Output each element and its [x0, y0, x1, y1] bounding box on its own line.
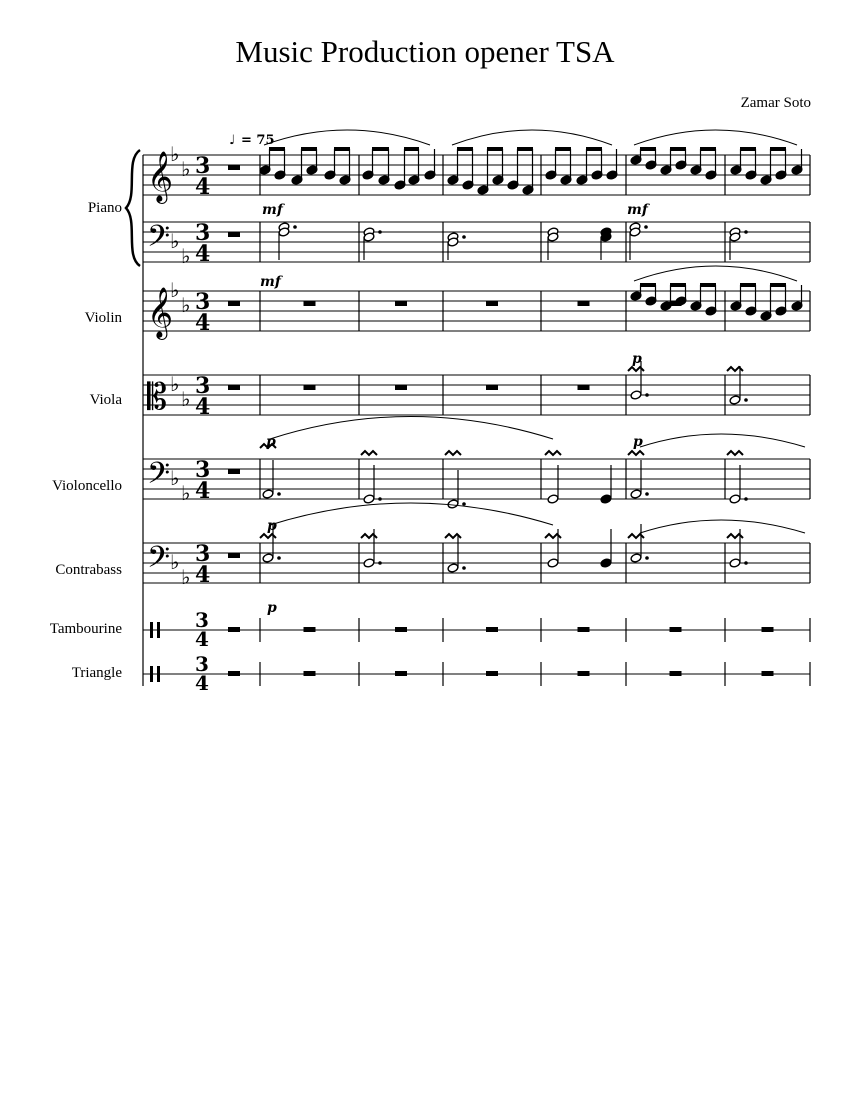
dynamic-cello-p: p [266, 434, 276, 450]
flat-icon: ♭ [181, 565, 191, 589]
half-note-head [262, 489, 274, 499]
instrument-label-triangle: Triangle [71, 665, 122, 681]
tempo-value: = 75 [241, 133, 275, 148]
flat-icon: ♭ [170, 278, 180, 302]
flat-icon: ♭ [181, 387, 191, 411]
half-note-head [363, 494, 375, 504]
instrument-label-tambourine: Tambourine [49, 621, 122, 637]
note-head [600, 558, 612, 568]
flat-icon: ♭ [181, 293, 191, 317]
note-beam [372, 147, 389, 151]
whole-rest [395, 627, 407, 632]
time-signature-numerator: 3 [195, 541, 211, 567]
note-beam [700, 283, 716, 287]
note-beam [740, 147, 756, 151]
whole-rest [228, 627, 240, 632]
note-beam [770, 147, 786, 151]
dot [744, 398, 748, 402]
composer-name: Zamar Soto [740, 95, 811, 111]
dot [744, 230, 748, 234]
slur [634, 130, 797, 145]
whole-rest [762, 671, 774, 676]
flat-icon: ♭ [170, 466, 180, 490]
time-signature-numerator: 3 [195, 289, 211, 315]
time-signature-denominator: 4 [195, 394, 211, 420]
percussion-clef-icon [157, 622, 160, 638]
dot [462, 235, 466, 239]
note-beam [770, 283, 786, 287]
half-note-head [630, 390, 642, 400]
half-note-head [729, 558, 741, 568]
mordent-icon [727, 451, 743, 455]
note-beam [457, 147, 473, 151]
dot [277, 492, 281, 496]
note-beam [700, 147, 716, 151]
note-beam [586, 147, 602, 151]
half-note-head [447, 563, 459, 573]
half-note-head [547, 558, 559, 568]
whole-rest [395, 385, 407, 390]
time-signature-numerator: 3 [195, 220, 211, 246]
time-signature-numerator: 3 [195, 373, 211, 399]
bass-clef-icon: 𝄢 [147, 220, 171, 261]
whole-rest [670, 301, 682, 306]
whole-rest [395, 301, 407, 306]
whole-rest [228, 301, 240, 306]
mordent-icon [361, 451, 377, 455]
dot [277, 556, 281, 560]
dot [644, 225, 648, 229]
score-title: Music Production opener TSA [235, 34, 615, 69]
slur [270, 503, 553, 525]
half-note-head [630, 553, 642, 563]
clefs [147, 142, 210, 695]
whole-rest [304, 385, 316, 390]
flat-icon: ♭ [170, 550, 180, 574]
time-signature-numerator: 3 [195, 608, 209, 632]
dot [744, 561, 748, 565]
time-signature-numerator: 3 [195, 153, 211, 179]
percussion-clef-icon [150, 666, 153, 682]
slur [270, 417, 553, 440]
piano-brace [126, 150, 140, 266]
note-beam [670, 283, 686, 287]
half-note-head [363, 558, 375, 568]
instrument-label-piano: Piano [87, 200, 122, 216]
whole-rest [578, 385, 590, 390]
whole-rest [486, 385, 498, 390]
whole-rest [578, 671, 590, 676]
note-beam [334, 147, 350, 151]
percussion-clef-icon [157, 666, 160, 682]
staff-lines [126, 150, 810, 686]
dynamic-piano-mf: mf [262, 202, 283, 218]
bass-clef-icon: 𝄢 [147, 541, 171, 582]
half-note-head [447, 499, 459, 509]
whole-rest [228, 671, 240, 676]
instrument-label-viola: Viola [89, 392, 122, 408]
whole-rest [486, 671, 498, 676]
time-signature-numerator: 3 [195, 457, 211, 483]
whole-rest [304, 627, 316, 632]
mordent-icon [628, 451, 644, 455]
dot [645, 393, 649, 397]
note-beam [555, 147, 571, 151]
time-signature-denominator: 4 [195, 671, 209, 695]
tempo-mark: ♩ [229, 133, 236, 148]
note-beam [670, 147, 686, 151]
dot [744, 497, 748, 501]
dynamic-viola-p: p [632, 351, 642, 367]
dot [378, 230, 382, 234]
dot [378, 561, 382, 565]
note-beam [640, 147, 656, 151]
slur [452, 130, 612, 145]
whole-rest [578, 627, 590, 632]
notes [228, 147, 803, 676]
flat-icon: ♭ [170, 372, 180, 396]
whole-rest [304, 671, 316, 676]
whole-rest [578, 301, 590, 306]
slur [634, 266, 797, 281]
dynamic-contrabass-p: p [267, 518, 277, 534]
whole-rest [304, 301, 316, 306]
percussion-clef-icon [150, 622, 153, 638]
note-beam [517, 147, 533, 151]
note-beam [487, 147, 503, 151]
half-note-head [630, 489, 642, 499]
dot [293, 225, 297, 229]
time-signature-denominator: 4 [195, 562, 211, 588]
alto-clef-icon: 𝄡 [147, 377, 168, 418]
half-note-head [547, 494, 559, 504]
note-beam [301, 147, 317, 151]
whole-rest [228, 385, 240, 390]
flat-icon: ♭ [181, 481, 191, 505]
dynamic-tambourine-p: p [267, 600, 277, 616]
half-note-head [729, 494, 741, 504]
dot [645, 492, 649, 496]
dynamic-piano-mf-2: mf [627, 202, 648, 218]
instrument-label-violoncello: Violoncello [52, 478, 122, 494]
slur [264, 130, 430, 145]
dynamic-violin-mf: mf [260, 274, 281, 290]
time-signature-denominator: 4 [195, 627, 209, 651]
whole-rest [228, 165, 240, 170]
whole-rest [228, 232, 240, 237]
bass-clef-icon: 𝄢 [147, 457, 171, 498]
dot [462, 502, 466, 506]
flat-icon: ♭ [170, 229, 180, 253]
instrument-label-contrabass: Contrabass [55, 562, 122, 578]
note-beam [640, 283, 656, 287]
dot [462, 566, 466, 570]
dot [378, 497, 382, 501]
whole-rest [228, 469, 240, 474]
slur [640, 520, 805, 533]
flat-icon: ♭ [181, 244, 191, 268]
whole-rest [228, 553, 240, 558]
dot [645, 556, 649, 560]
time-signature-denominator: 4 [195, 241, 211, 267]
whole-rest [762, 627, 774, 632]
whole-rest [486, 301, 498, 306]
whole-rest [670, 627, 682, 632]
time-signature-denominator: 4 [195, 478, 211, 504]
time-signature-denominator: 4 [195, 310, 211, 336]
note-beam [404, 147, 419, 151]
treble-clef-icon: 𝄞 [147, 151, 174, 202]
flat-icon: ♭ [170, 142, 180, 166]
time-signature-numerator: 3 [195, 652, 209, 676]
whole-rest [670, 671, 682, 676]
mordent-icon [445, 451, 461, 455]
treble-clef-icon: 𝄞 [147, 287, 174, 338]
time-signature-denominator: 4 [195, 174, 211, 200]
flat-icon: ♭ [181, 157, 191, 181]
whole-rest [395, 671, 407, 676]
note-beam [740, 283, 756, 287]
mordent-icon [545, 451, 561, 455]
half-note-head [729, 395, 741, 405]
dynamic-cello-p-2: p [633, 434, 643, 450]
instrument-label-violin: Violin [84, 310, 122, 326]
note-head [600, 494, 612, 504]
half-note-head [262, 553, 274, 563]
slur [640, 434, 805, 447]
whole-rest [486, 627, 498, 632]
